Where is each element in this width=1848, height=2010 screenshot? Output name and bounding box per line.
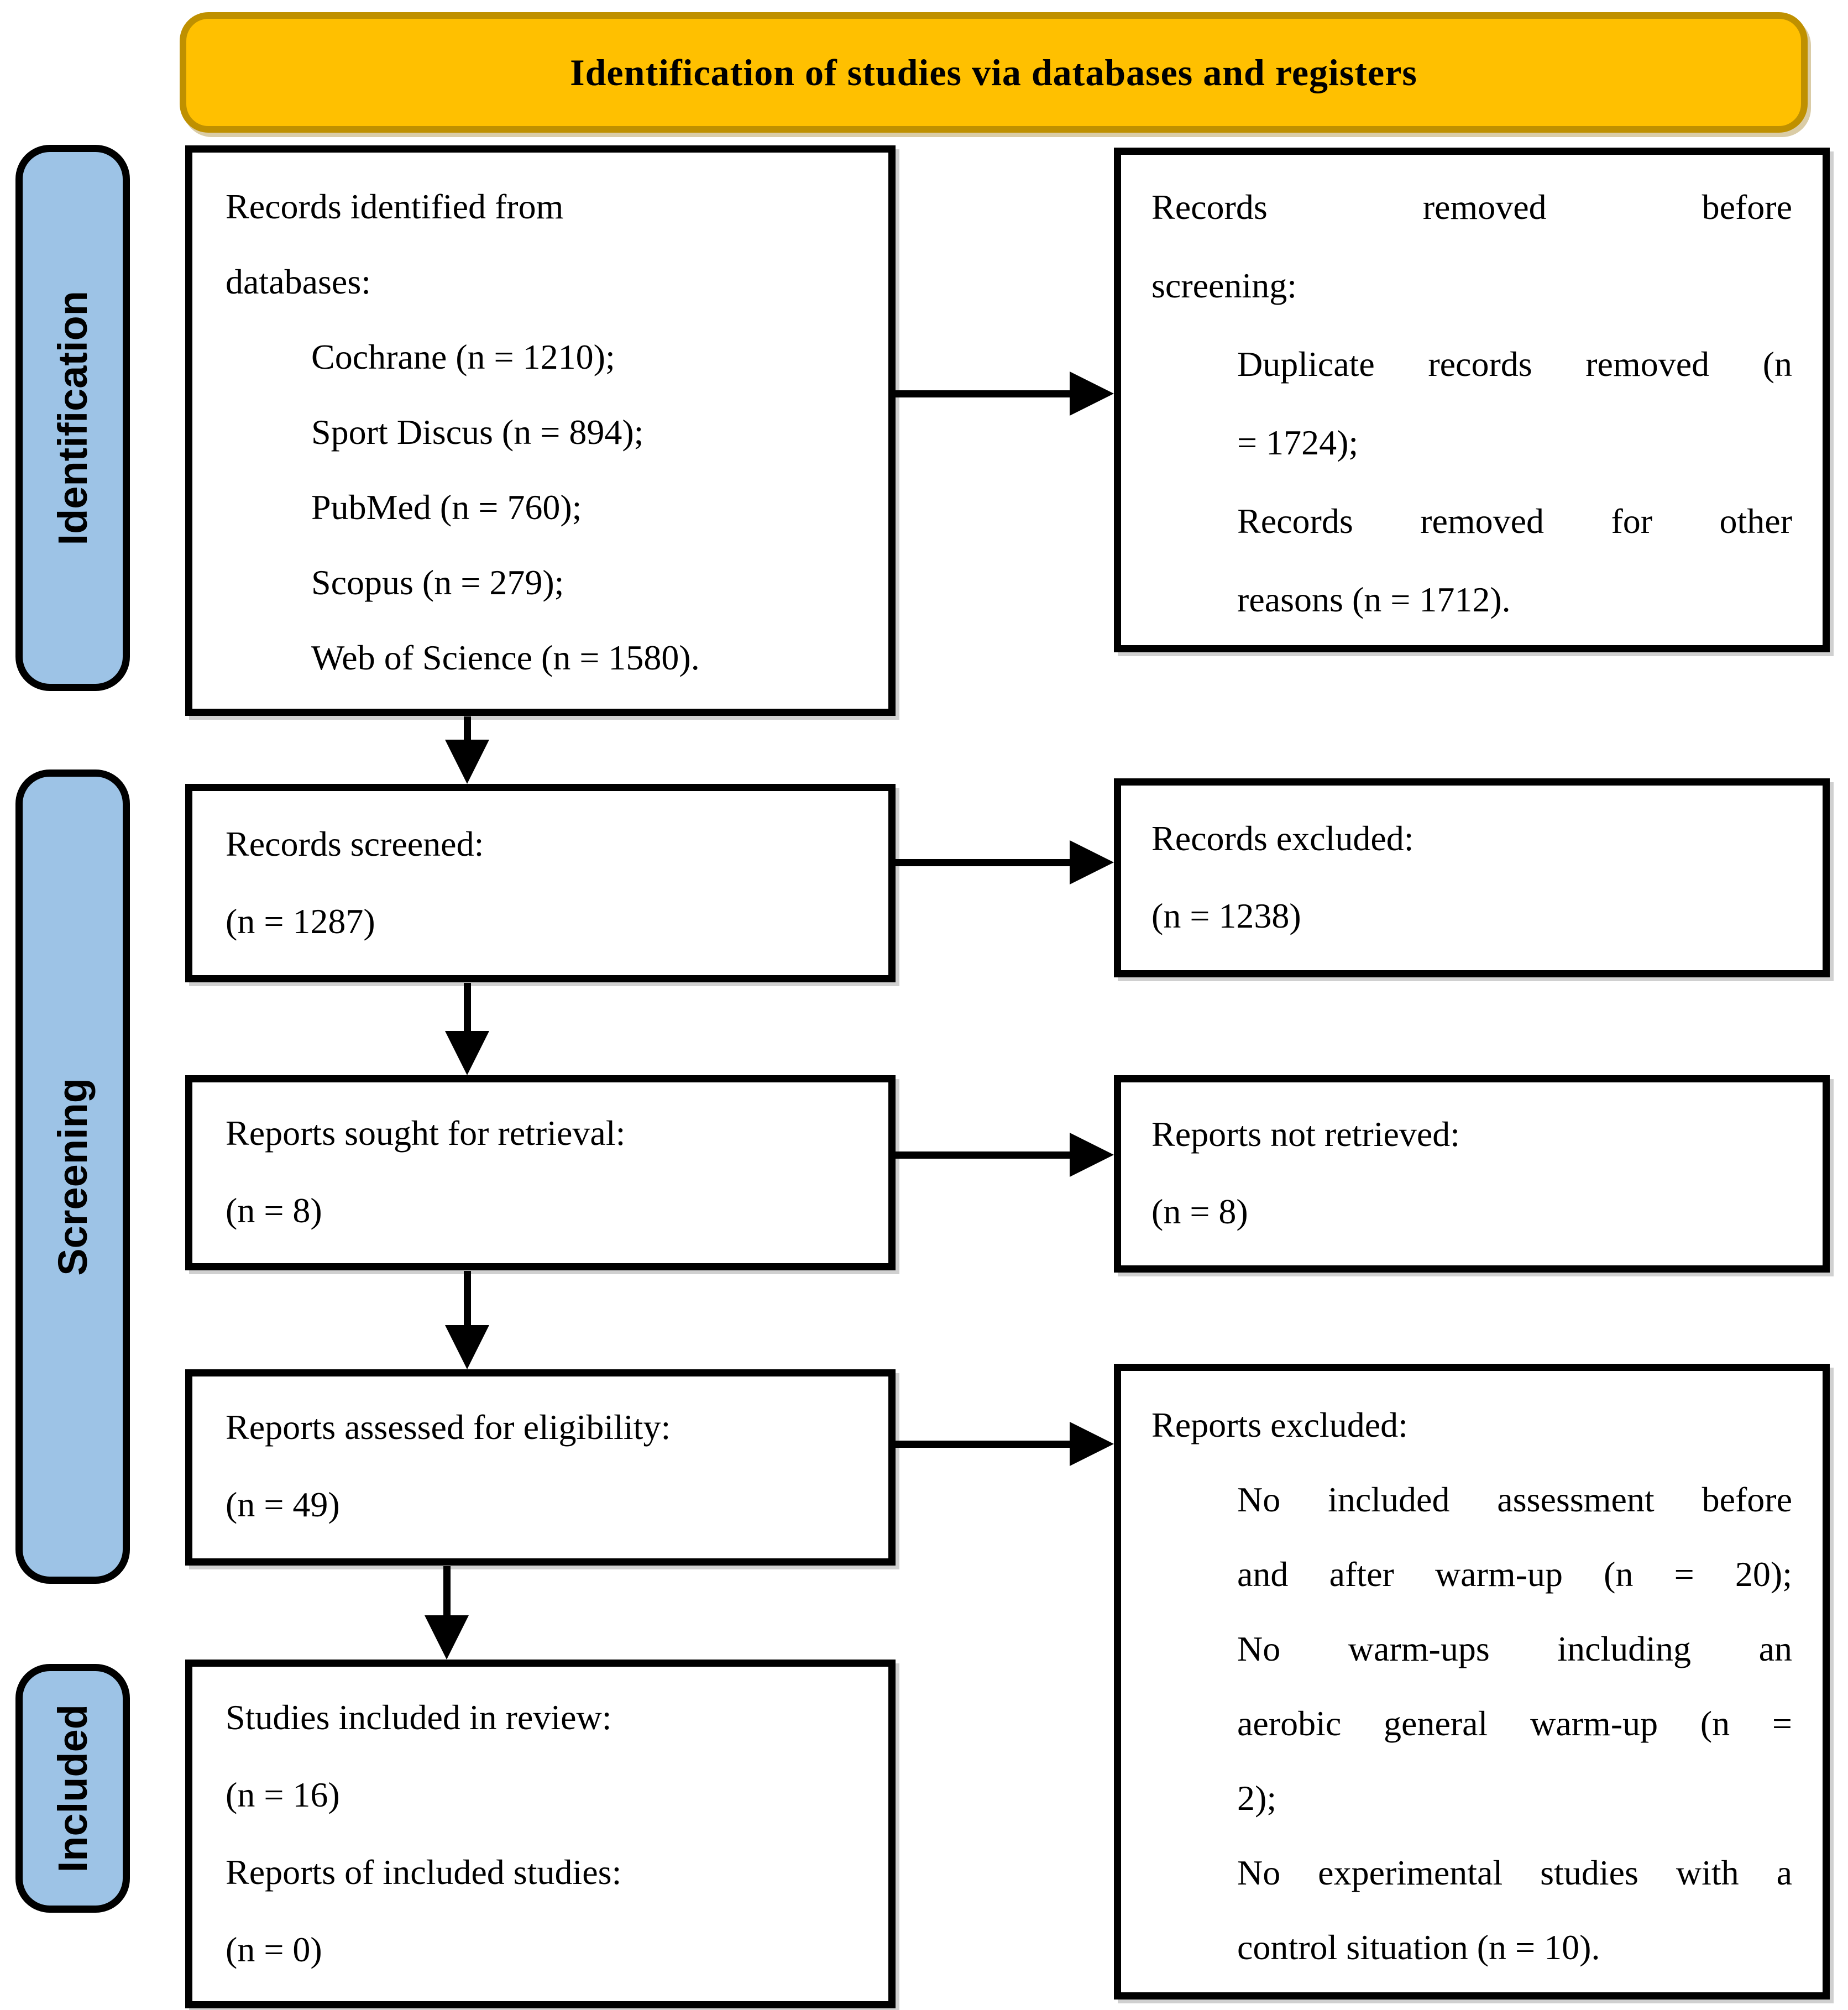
reason-line: reasons (n = 1712). — [1237, 580, 1511, 619]
arrow-right-identified-to-removed — [896, 371, 1114, 416]
count-line: (n = 8) — [226, 1191, 322, 1230]
arrow-head-icon — [445, 1325, 489, 1369]
text-line: Reports of included studies: — [226, 1852, 622, 1892]
arrow-head-icon — [445, 1031, 489, 1075]
arrow-right-assessed-to-reports-excluded — [896, 1422, 1114, 1466]
stage-screening — [15, 770, 130, 1584]
arrow-right-sought-to-not-retrieved — [896, 1133, 1114, 1177]
database-count-line: Cochrane (n = 1210); — [311, 337, 615, 376]
stage-identification-label: Identification — [50, 290, 96, 546]
records-identified-box — [185, 145, 896, 716]
database-count-line: Scopus (n = 279); — [311, 563, 564, 602]
text-line: Reports assessed for eligibility: — [226, 1407, 671, 1447]
text-line: Studies included in review: — [226, 1698, 612, 1737]
arrow-shaft — [443, 1566, 451, 1615]
text-line: Reports excluded: — [1151, 1405, 1408, 1444]
text-line: databases: — [226, 262, 371, 301]
arrow-head-icon — [425, 1615, 469, 1660]
reports-sought-box — [185, 1075, 896, 1270]
arrow-down-screened-to-sought — [445, 983, 489, 1075]
count-line: (n = 49) — [226, 1485, 340, 1524]
arrow-down-sought-to-assessed — [445, 1271, 489, 1369]
records-removed-box — [1114, 148, 1830, 652]
reason-line: No warm-ups including an — [1237, 1629, 1792, 1668]
reports-assessed-box — [185, 1369, 896, 1566]
database-count-line: PubMed (n = 760); — [311, 488, 582, 527]
arrow-down-identified-to-screened — [445, 716, 489, 784]
reason-line: No experimental studies with a — [1237, 1853, 1792, 1892]
stage-screening-label: Screening — [50, 1077, 96, 1276]
reason-line: aerobic general warm-up (n = — [1237, 1704, 1792, 1743]
count-line: (n = 8) — [1151, 1192, 1248, 1231]
text-line: Records screened: — [226, 824, 484, 863]
arrow-shaft — [896, 1151, 1070, 1159]
reason-line: and after warm-up (n = 20); — [1237, 1554, 1792, 1594]
reason-line: No included assessment before — [1237, 1480, 1792, 1519]
text-line: Reports sought for retrieval: — [226, 1113, 626, 1153]
reports-not-retrieved-box — [1114, 1075, 1830, 1273]
arrow-shaft — [896, 390, 1070, 397]
reports-excluded-box — [1114, 1364, 1830, 1999]
reason-line: Records removed for other — [1237, 501, 1792, 541]
reason-line: = 1724); — [1237, 423, 1359, 462]
stage-included — [15, 1664, 130, 1913]
count-line: (n = 1238) — [1151, 896, 1301, 935]
arrow-head-icon — [1070, 840, 1114, 884]
stage-included-label: Included — [50, 1704, 96, 1873]
text-line: Records excluded: — [1151, 819, 1414, 858]
stage-identification — [15, 145, 130, 691]
reason-line: Duplicate records removed (n — [1237, 344, 1792, 384]
arrow-shaft — [464, 983, 471, 1031]
arrow-shaft — [896, 859, 1070, 866]
count-line: (n = 0) — [226, 1930, 322, 1969]
studies-included-box — [185, 1660, 896, 2008]
banner — [180, 12, 1808, 133]
arrow-head-icon — [1070, 1422, 1114, 1466]
arrow-shaft — [896, 1441, 1070, 1448]
records-screened-box — [185, 784, 896, 982]
banner-title: Identification of studies via databases and registers — [570, 51, 1417, 93]
arrow-shaft — [464, 1271, 471, 1325]
database-count-line: Web of Science (n = 1580). — [311, 638, 700, 677]
text-line: Records identified from — [226, 187, 564, 226]
text-line: Records removed before — [1151, 187, 1792, 227]
records-excluded-box — [1114, 778, 1830, 977]
arrow-head-icon — [1070, 1133, 1114, 1177]
reason-line: control situation (n = 10). — [1237, 1928, 1600, 1967]
reason-line: 2); — [1237, 1778, 1277, 1818]
count-line: (n = 1287) — [226, 902, 375, 941]
count-line: (n = 16) — [226, 1775, 340, 1814]
database-count-line: Sport Discus (n = 894); — [311, 412, 644, 452]
arrow-shaft — [464, 716, 471, 740]
text-line: screening: — [1151, 266, 1297, 305]
text-line: Reports not retrieved: — [1151, 1114, 1460, 1154]
arrow-right-screened-to-excluded — [896, 840, 1114, 884]
arrow-head-icon — [1070, 371, 1114, 416]
arrow-down-assessed-to-included — [425, 1566, 469, 1660]
arrow-head-icon — [445, 740, 489, 784]
